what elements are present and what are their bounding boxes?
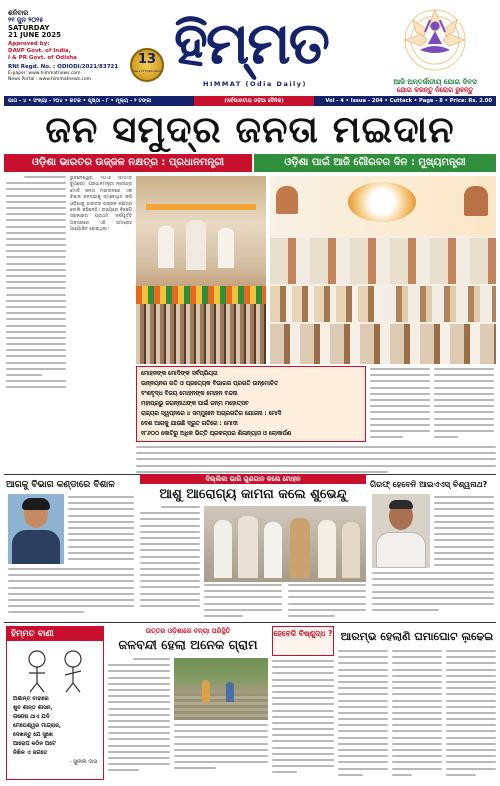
cartoon-title: ହିମ୍ମତ ବାଣୀ	[7, 627, 103, 641]
highlight-item: ୧୮୬୦୦ କୋଟିରୁ ଅଧିକ ଭିତ୍ତି ପ୍ରକଳ୍ପର ଶିଳାନ୍ୟାସ ଓ ଲୋକାର୍ପଣ	[141, 431, 292, 437]
cartoon-line: ଦେଖନ୍ତୁ ଯେ ସୁଖେ	[13, 732, 53, 738]
newspaper-logo: ହିମ୍ମତ	[174, 9, 328, 77]
highlight-item: ରାଜ୍ୟର ସ୍ୱପ୍ନରେ ୪ ସମ୍ମୁଖୀନ ଅଗ୍ରଗତିର ଯୋଜନା : ମୋଦି	[141, 411, 282, 417]
flood-col-b	[174, 724, 268, 780]
day-odia: ଶନିବାର	[8, 9, 29, 17]
flood-col-a	[108, 658, 170, 778]
highlight-item: ମୋହନଙ୍କ ମୋଦିଙ୍କ ସର୍ବପ୍ରିୟତା	[141, 371, 218, 377]
yoga-illustration	[392, 6, 478, 78]
anniversary-number: 13	[137, 52, 157, 67]
cartoon-signature: - ସୁନୀଲ ଦାସ	[69, 759, 97, 765]
highlight-item: ଦେଶ ଆଗକୁ ଯାଉଛି ଦ୍ରୁତ ଗତିରେ : ମୋଦୀ	[141, 421, 238, 427]
question-box	[272, 626, 334, 656]
section-strip: ଦିଲ୍ଲିକା ଭାରି ଗୁଣଗାନ କଲେ ମୋହନ	[140, 474, 366, 484]
main-headline: ଜନ ସମୁଦ୍ର ଜନତା ମଇଦାନ	[45, 108, 455, 151]
lead-column-right-1	[370, 368, 430, 444]
highlight-item: ଉନ୍ନୟନର ଗତି ଓ ପ୍ରତ୍ୟେକ ବିଭାଗର ପ୍ରଗତି ଉନ୍ମୋଚିତ	[141, 381, 279, 387]
story-right-col-a	[434, 496, 494, 570]
story-left-col-b	[8, 568, 134, 620]
anniversary-sub: Years of Publication	[132, 69, 162, 73]
story-center-title: ଆଶୁ ଆରୋଗ୍ୟ କାମନା କଲେ ଶୁଭେନ୍ଦୁ	[159, 487, 347, 502]
flood-title: ଜଳବନ୍ଦୀ ହେଲା ଅନେକ ଗ୍ରାମ	[118, 637, 258, 652]
masthead-date-block	[8, 10, 118, 83]
bottom-right-col-b	[392, 650, 442, 780]
bottom-right-col-c	[446, 650, 496, 780]
story-center-col-c	[288, 584, 366, 620]
question-title: ହେବେକି ବିଷ୍ଣୁଦ୍ଧ ?	[273, 629, 333, 638]
cartoon-figure-icon	[15, 645, 95, 693]
story-left-title: ଆଗକୁ ବିଭାଗ କଣ୍ଡାରେ ବିଶାଳ	[6, 480, 115, 490]
story-right-title: ଗିରଫ୍ ହେବେନି ଆଇଏଏସ୍ ବିଶ୍ୱନାଥ?	[370, 480, 488, 489]
anniversary-badge	[130, 48, 164, 82]
cartoon-line: ମେଘେଶ୍ୱର ମାନ୍ଦ୍ରାଜ,	[13, 723, 61, 729]
cartoon-line: ଖୁବ ଶାନ୍ତ ଶାସନ,	[13, 705, 53, 711]
lead-column-right-2	[434, 368, 494, 444]
bottom-right-col-a	[338, 650, 388, 780]
info-right: Vol - 4 • Issue - 204 • Cuttack • Page - 8 • Price: Rs. 2.00	[325, 98, 492, 104]
epaper-link[interactable]: E-paper: www.himmatnews.com	[8, 71, 81, 76]
approved-1: Approved by:	[8, 41, 50, 47]
logo-sub: HIMMAT (Odia Daily)	[203, 80, 307, 88]
government-anniversary-poster	[270, 176, 496, 364]
highlights-box	[136, 366, 366, 442]
story-center-col-b	[204, 584, 282, 620]
ias-officer-portrait	[372, 494, 430, 568]
intro-column-1	[6, 176, 66, 400]
flood-kicker: ଉତ୍ତର ଓଡ଼ିଶାରେ ବନ୍ୟା ପରିସ୍ଥିତି	[145, 627, 231, 635]
yoga-line-2: ଯୋଗ କରନ୍ତୁ ନିରୋଗ ରୁହନ୍ତୁ	[396, 86, 474, 94]
subhead-right: ଓଡ଼ିଶା ପାଇଁ ଆଜି ଗୌରବର ଦିନ : ମୁଖ୍ୟମନ୍ତ୍ରୀ	[254, 154, 496, 172]
lead-column-lower	[136, 446, 496, 476]
date-en: 21 JUNE 2025	[8, 31, 62, 39]
approved-3: I & PR Govt. of Odisha	[8, 55, 77, 61]
yoga-icon	[392, 6, 478, 78]
portal-link[interactable]: News Portal : www.himmatnews.com	[8, 77, 92, 82]
story-right-col-b	[372, 572, 494, 620]
rni-number: RNI Regd. No. : ODIODI/2021/83721	[8, 64, 119, 70]
intro-text: ଭୁବନେଶ୍ୱର, ୨୦।୬ (ହିମ୍ମତ ବ୍ୟୁରୋ): ପ୍ରଧାନମନ୍ତ୍ରୀ ନରେନ୍ଦ୍ର ମୋଦି ଜନତା ମଇଦାନରେ ଏକ ବିଶାଳ ଜନସଭାକୁ ସମ୍ବୋଧିତ କରି ଓଡ଼ିଶାକୁ ଭାରତର ଉଜ୍ଜଳ ନକ୍ଷତ୍ର ବୋଲି କହିଛନ୍ତି। ରାଜ୍ୟରେ ବିଜେପି ସରକାରର ପ୍ରଥମ ବର୍ଷପୂର୍ତ୍ତି ଅବସରରେ ଏହି ସମାରୋହ ଆୟୋଜିତ ହୋଇଥିଲା।	[70, 176, 132, 233]
leader-portrait	[8, 494, 64, 564]
cartoon-line: ନିଖିଳ ଏ ଜଗତେ	[13, 750, 48, 756]
info-bar	[4, 96, 496, 106]
approved-2: DAVP Govt. of India,	[8, 48, 71, 54]
pm-rally-photo	[136, 176, 266, 364]
cartoon-line: ଆରୋପ କଠିନ ଅଟେ	[13, 741, 56, 747]
subhead-left: ଓଡ଼ିଶା ଭାରତର ଉଜ୍ଜଳ ନକ୍ଷତ୍ର : ପ୍ରଧାନମନ୍ତ୍ରୀ	[4, 154, 252, 172]
story-center-col-a	[140, 506, 200, 618]
story-left-col-a	[68, 496, 134, 566]
date-odia: ୨୧ ଜୁନ ୨୦୨୫	[8, 16, 44, 24]
question-col	[272, 660, 334, 780]
highlight-item: ବଂଶବୃଦ୍ଧ ବିଜୟ ମୋହନଙ୍କ ମୋହନ ବନ୍ଦନା	[141, 391, 238, 397]
hospital-visit-photo	[204, 506, 366, 582]
highlight-item: ମହାପ୍ରଭୁ ଜଗନ୍ନାଥଙ୍କ ପାଇଁ ଜନ୍ମ ମହୋତ୍ସବ	[141, 401, 249, 407]
cartoon-line: ଅଶାନ୍ତ ବାହାରେ	[13, 696, 49, 702]
day-en: SATURDAY	[8, 24, 50, 32]
flood-photo	[174, 658, 268, 720]
info-center: (ସର୍ବଭାରତୀୟ ଓଡ଼ିଆ ଦୈନିକ)	[194, 96, 314, 106]
bottom-right-title: ଆରମ୍ଭ ହେଲାଣି ଘମାଘୋଟ ଲଢେ଼ଇ	[340, 630, 494, 643]
cartoon-line: ଗଣେଷ ଥାଏ ଯଦି	[13, 714, 50, 720]
divider-rule-2	[4, 622, 496, 623]
cartoon-box	[6, 626, 104, 780]
yoga-line-1: ଆଜି ଅନ୍ତର୍ଜାତୀୟ ଯୋଗ ଦିବସ	[393, 78, 477, 86]
info-left: ଭାଗ - ୪ • ସଂଖ୍ୟା - ୨୦୪ • କଟକ • ପୃଷ୍ଠା - ୮ • ମୂଲ୍ୟ - ୨ ଟଙ୍କା	[8, 98, 152, 104]
cartoon-drawing	[15, 645, 95, 693]
